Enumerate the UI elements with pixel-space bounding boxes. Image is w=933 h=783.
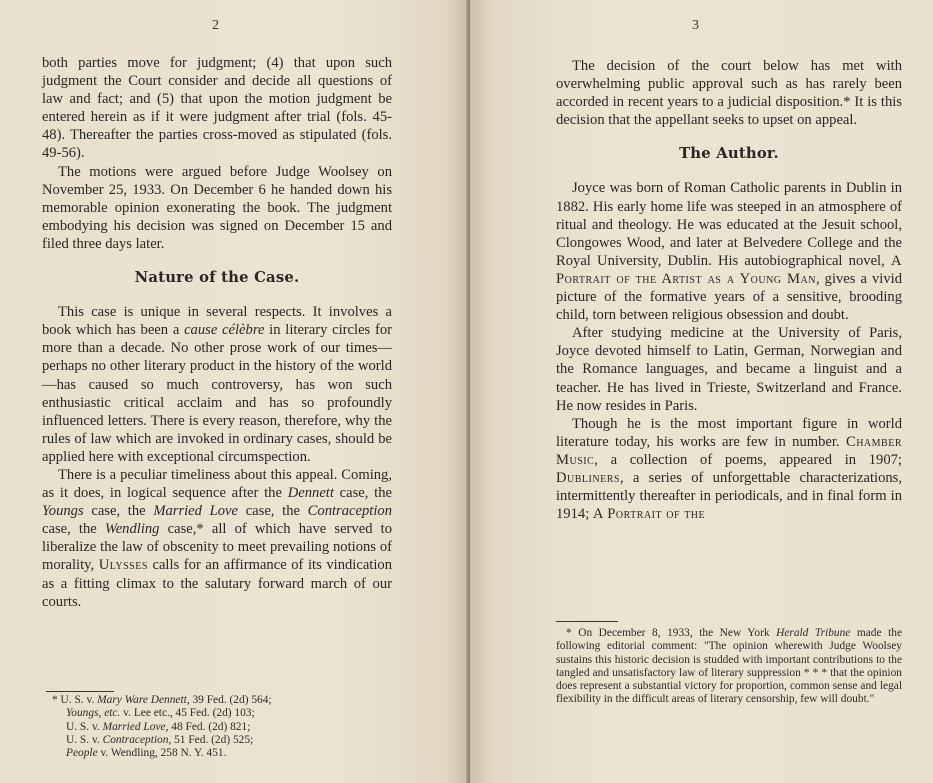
footnote-line: Youngs, etc. v. Lee etc., 45 Fed. (2d) 103; [66, 707, 255, 720]
right-body-text [556, 57, 902, 523]
page-number-right: 3 [692, 18, 699, 33]
right-paragraph-4: Though he is the most important figure in world literature today, his works are few in number. Chamber Music, a collection of poems, appeared in 1907; Dubliners, a series of unforgettable characterizations, intermittently thereafter in periodicals, and in final form in 1914; A Portrait of the [556, 415, 902, 523]
footnote-rule-right [556, 621, 618, 622]
right-paragraph-3: After studying medicine at the University of Paris, Joyce devoted himself to Latin, German, Norwegian and the Romance languages, and became a linguist and a teacher. He has lived in Trieste, Switzerland and France. He now resides in Paris. [556, 325, 902, 414]
right-page [470, 0, 933, 783]
section-heading-nature: Nature of the Case. [134, 269, 300, 287]
footnote-rule-left [46, 691, 114, 692]
page-number-left: 2 [212, 18, 219, 33]
right-paragraph-2: Joyce was born of Roman Catholic parents in Dublin in 1882. His early home life was steeped in an atmosphere of ritual and theology. He was educated at the Jesuit school, Clongowes Wood, and later at Belvedere College and the Royal University, Dublin. His autobiographical novel, A Portrait of the Artist as a Young Man, gives a vivid picture of the formative years of a sensitive, brooding child, torn between religious obsession and doubt. [556, 180, 902, 324]
left-paragraph-4: There is a peculiar timeliness about this appeal. Coming, as it does, in logical sequence after the Dennett case, the Youngs case, the Married Love case, the Contraception case, the Wendling case,* all of which have served to liberalize the law of obscenity to meet prevailing notions of morality, Ulysses calls for an affirmance of its vindication as a fitting climax to the salutary forward march of our courts. [42, 466, 393, 610]
left-body-text [42, 54, 392, 611]
left-paragraph-1: both parties move for judgment; (4) that upon such judgment the Court consider and decide all questions of law and fact; and (5) that upon the motion judgment be entered herein as if it were judgment after trial (fols. 45-48). Thereafter the parties cross-moved as stipulated (fols. 49-56). [42, 55, 392, 162]
right-paragraph-1: The decision of the court below has met with overwhelming public approval such as has rarely been accorded in recent years to a judicial disposition.* It is this decision that the appellant seeks to upset on appeal. [556, 58, 902, 129]
section-heading-author: The Author. [679, 145, 779, 163]
footnote-line: U. S. v. Married Love, 48 Fed. (2d) 821; [66, 720, 251, 733]
footnote-line: People v. Wendling, 258 N. Y. 451. [66, 747, 227, 760]
left-paragraph-2: The motions were argued before Judge Woolsey on November 25, 1933. On December 6 he handed down his memorable opinion exonerating the book. The judgment embodying his decision was signed on December 15 and filed three days later. [42, 163, 392, 252]
footnote-line: U. S. v. Contraception, 51 Fed. (2d) 525; [66, 733, 254, 746]
left-paragraph-3: This case is unique in several respects. It involves a book which has been a cause célèbre in literary circles for more than a decade. No other prose work of our times—perhaps no other literary product in the history of the world—has caused so much controversy, has won such enthusiastic critical acclaim and has so profoundly influenced letters. There is every reason, therefore, why the rules of law which are invoked in ordinary cases, should be applied here with exceptional circumspection. [42, 304, 392, 465]
right-footnote: * On December 8, 1933, the New York Herald Tribune made the following editorial comment: "The opinion wherewith Judge Woolsey sustains this historic decision is studded with important contributions to the tangled and unsatisfactory law of literary suppression * * * that the opinion does represent a substantial victory for proportion, common sense and legal flexibility in the difficult areas of literary censorship, few will doubt." [556, 627, 903, 706]
left-footnote [52, 694, 432, 760]
footnote-line: * U. S. v. Mary Ware Dennett, 39 Fed. (2d) 564; [52, 694, 272, 706]
